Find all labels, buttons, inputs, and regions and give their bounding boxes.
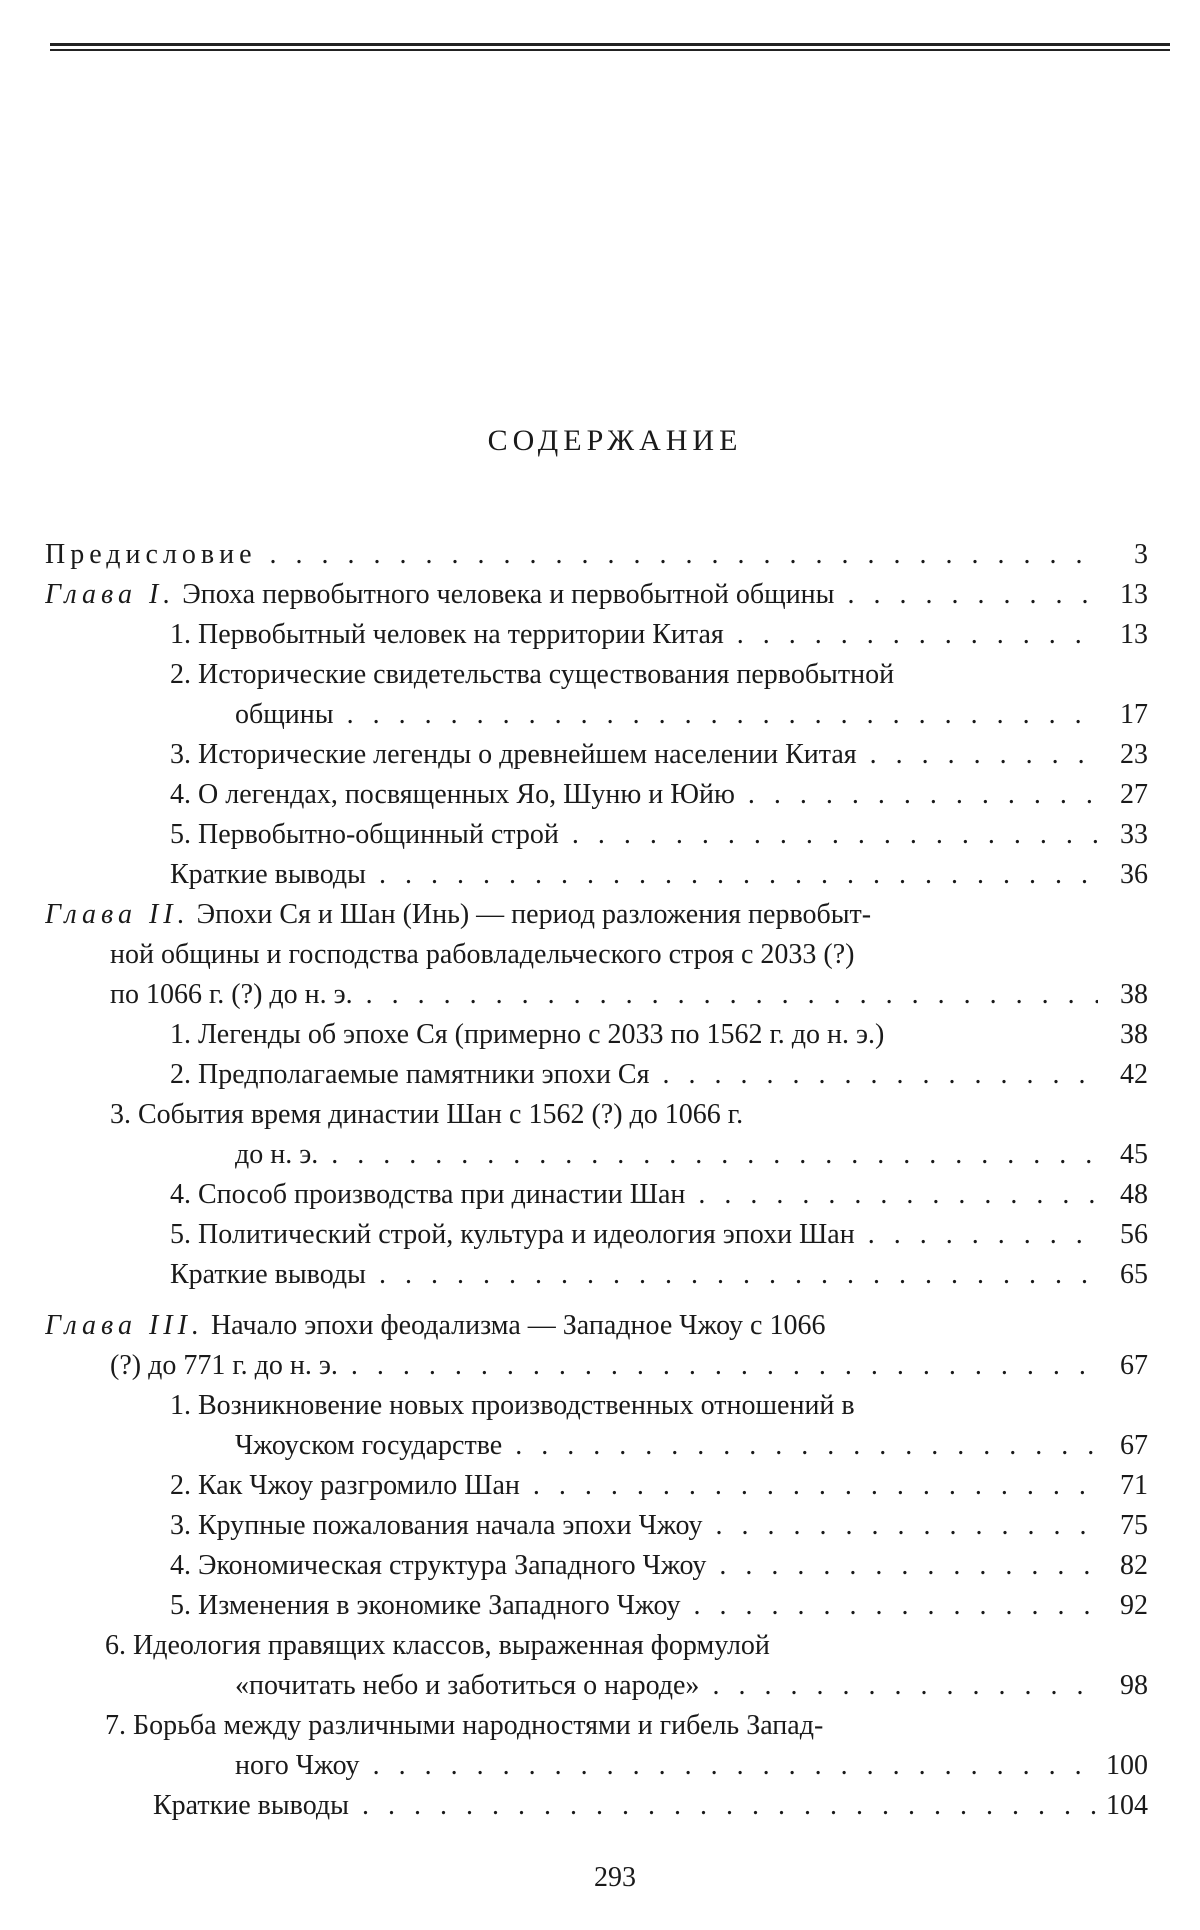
toc-entry (45, 1706, 1170, 1746)
toc-entry (45, 1626, 1170, 1666)
toc-entry (45, 775, 1170, 815)
toc-entry-summary (45, 855, 1170, 895)
toc-entry (45, 1095, 1170, 1135)
page-ref: 67 (1120, 1350, 1148, 1381)
entry-text: общины . . . (235, 695, 1098, 735)
page-ref: 100 (1106, 1750, 1148, 1781)
page-ref: 75 (1120, 1510, 1148, 1541)
entry-text: 2. Исторические свидетельства существования первобытной (170, 659, 895, 690)
page-ref: 27 (1120, 779, 1148, 810)
chapter-heading: по 1066 г. (?) до н. э. . . . (110, 975, 1098, 1015)
entry-text: до н. э. . . . (235, 1135, 1098, 1175)
entry-text: 5. Изменения в экономике Западного Чжоу . . . (170, 1586, 1098, 1626)
toc-entry (45, 1586, 1170, 1626)
toc-entry (45, 1015, 1170, 1055)
chapter-label: Глава III. (45, 1310, 204, 1341)
page-ref: 104 (1106, 1790, 1148, 1821)
chapter-label: Глава II. (45, 899, 190, 930)
top-rule (50, 43, 1170, 53)
entry-text: Краткие выводы . . . (170, 1255, 1098, 1295)
toc-entry-preface (45, 535, 1170, 575)
entry-text: Чжоуском государстве . . . (235, 1426, 1098, 1466)
toc-entry (45, 1466, 1170, 1506)
page-ref: 48 (1120, 1179, 1148, 1210)
toc-chapter-continuation (45, 1346, 1170, 1386)
toc-entry (45, 1506, 1170, 1546)
toc-entry (45, 735, 1170, 775)
toc-chapter-continuation (45, 975, 1170, 1015)
page-ref: 13 (1120, 619, 1148, 650)
page-ref: 71 (1120, 1470, 1148, 1501)
toc-entry (45, 1215, 1170, 1255)
page-ref: 56 (1120, 1219, 1148, 1250)
chapter-heading: Эпоха первобытного человека и первобытной общины (182, 579, 835, 610)
page-ref: 92 (1120, 1590, 1148, 1621)
table-of-contents (45, 535, 1170, 1826)
page-ref: 13 (1120, 579, 1148, 610)
toc-entry (45, 1386, 1170, 1426)
page-ref: 33 (1120, 819, 1148, 850)
toc-entry-continuation (45, 1135, 1170, 1175)
chapter-heading: ной общины и господства рабовладельческого строя с 2033 (?) (110, 939, 855, 970)
entry-text: «почитать небо и заботиться о народе» . . . (235, 1666, 1098, 1706)
page-ref: 98 (1120, 1670, 1148, 1701)
toc-chapter-2 (45, 895, 1170, 935)
entry-text: 2. Предполагаемые памятники эпохи Ся . . . (170, 1055, 1098, 1095)
toc-chapter-3 (45, 1306, 1170, 1346)
chapter-heading: (?) до 771 г. до н. э. . . . (110, 1346, 1098, 1386)
page-number: 293 (594, 1862, 636, 1893)
entry-text: 4. Экономическая структура Западного Чжоу . . . (170, 1546, 1098, 1586)
page-ref: 23 (1120, 739, 1148, 770)
page-ref: 17 (1120, 699, 1148, 730)
toc-entry (45, 615, 1170, 655)
toc-entry-summary (45, 1786, 1170, 1826)
entry-text: 4. О легендах, посвященных Яо, Шуню и Юйю . . . (170, 775, 1098, 815)
page-ref: 65 (1120, 1259, 1148, 1290)
toc-entry (45, 655, 1170, 695)
toc-entry-summary (45, 1255, 1170, 1295)
entry-text: 1. Возникновение новых производственных отношений в (170, 1390, 855, 1421)
entry-text: 5. Первобытно-общинный строй . . . (170, 815, 1098, 855)
page-ref: 45 (1120, 1139, 1148, 1170)
toc-chapter-1 (45, 575, 1170, 615)
toc-entry-continuation (45, 1666, 1170, 1706)
toc-entry (45, 1175, 1170, 1215)
entry-text: 6. Идеология правящих классов, выраженная формулой (105, 1630, 770, 1661)
toc-entry (45, 1546, 1170, 1586)
entry-text: 2. Как Чжоу разгромило Шан . . . (170, 1466, 1098, 1506)
entry-text: 7. Борьба между различными народностями и гибель Запад- (105, 1710, 824, 1741)
entry-text: 5. Политический строй, культура и идеология эпохи Шан . . . (170, 1215, 1098, 1255)
toc-entry-continuation (45, 1426, 1170, 1466)
toc-entry (45, 815, 1170, 855)
entry-text: ного Чжоу . . . (235, 1746, 1098, 1786)
page-title: СОДЕРЖАНИЕ (487, 424, 743, 457)
page-ref: 67 (1120, 1430, 1148, 1461)
entry-text: 3. События время династии Шан с 1562 (?) до 1066 г. (110, 1099, 744, 1130)
entry-text: Краткие выводы . . . (153, 1786, 1098, 1826)
chapter-heading: Эпохи Ся и Шан (Инь) — период разложения первобыт- (196, 899, 872, 930)
entry-text: 3. Крупные пожалования начала эпохи Чжоу . . . (170, 1506, 1098, 1546)
toc-chapter-continuation (45, 935, 1170, 975)
page-ref: 36 (1120, 859, 1148, 890)
page-ref: 3 (1134, 539, 1148, 570)
entry-text: 1. Первобытный человек на территории Китая . . . (170, 615, 1098, 655)
chapter-label: Глава I. (45, 579, 176, 610)
entry-text: Краткие выводы . . . (170, 855, 1098, 895)
entry-text: 1. Легенды об эпохе Ся (примерно с 2033 по 1562 г. до н. э.) (170, 1019, 885, 1050)
entry-text: 3. Исторические легенды о древнейшем населении Китая . . . (170, 735, 1098, 775)
chapter-heading: Начало эпохи феодализма — Западное Чжоу с 1066 (210, 1310, 826, 1341)
toc-entry (45, 1055, 1170, 1095)
preface-label: Предисловие (45, 539, 257, 570)
page-ref: 42 (1120, 1059, 1148, 1090)
toc-entry-continuation (45, 1746, 1170, 1786)
page-ref: 38 (1120, 1019, 1148, 1050)
page-ref: 38 (1120, 979, 1148, 1010)
page-ref: 82 (1120, 1550, 1148, 1581)
entry-text: 4. Способ производства при династии Шан . . . (170, 1175, 1098, 1215)
toc-entry-continuation (45, 695, 1170, 735)
